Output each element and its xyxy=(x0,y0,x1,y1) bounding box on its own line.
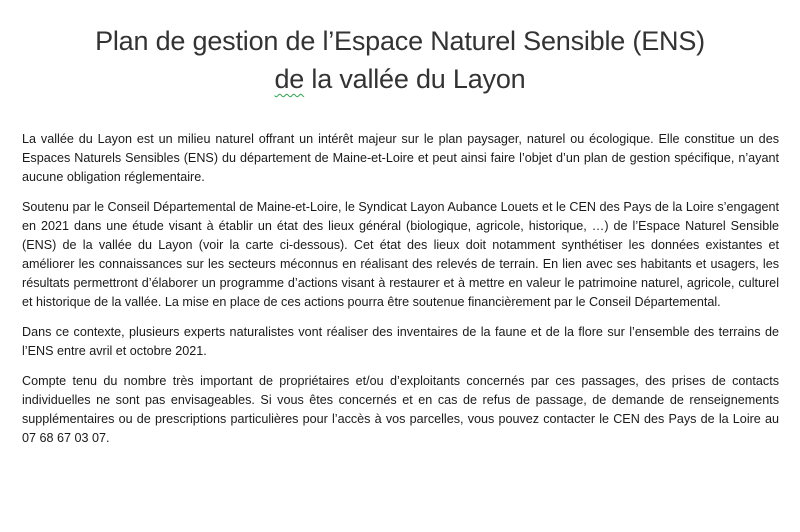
paragraph-inventories: Dans ce contexte, plusieurs experts naturalistes vont réaliser des inventaires de la faune et de la flore sur l’ensemble des terrains de l’ENS entre avril et octobre 2021. xyxy=(22,325,779,358)
title-line-2 xyxy=(0,60,800,98)
title-line-2-rest: la vallée du Layon xyxy=(304,64,526,94)
paragraph-intro: La vallée du Layon est un milieu naturel offrant un intérêt majeur sur le plan paysager, naturel ou écologique. Elle constitue un des Espaces Naturels Sensibles (ENS) du département de Maine-et-Loire et peut ainsi faire l’objet d’un plan de gestion spécifique, n’ayant aucune obligation réglementaire. xyxy=(22,132,779,184)
document-body xyxy=(22,130,779,458)
title-line-1: Plan de gestion de l’Espace Naturel Sensible (ENS) xyxy=(95,26,705,56)
spellcheck-flagged-word: de xyxy=(274,64,305,94)
paragraph-study: Soutenu par le Conseil Départemental de Maine-et-Loire, le Syndicat Layon Aubance Louets et le CEN des Pays de la Loire s’engagent en 2021 dans une étude visant à établir un état des lieux général (biologique, agricole, historique, …) de l’Espace Naturel Sensible (ENS) de la vallée du Layon (voir la carte ci-dessous). Cet état des lieux doit notamment synthétiser les données existantes et améliorer les connaissances sur les secteurs méconnus en réalisant des relevés de terrain. En lien avec ses habitants et usagers, les résultats permettront d’élaborer un programme d’actions visant à restaurer et à mettre en valeur le patrimoine naturel, agricole, culturel et historique de la vallée. La mise en place de ces actions pourra être soutenue financièrement par le Conseil Départemental. xyxy=(22,200,779,309)
paragraph-contact: Compte tenu du nombre très important de propriétaires et/ou d’exploitants concernés par ces passages, des prises de contacts individuelles ne sont pas envisageables. Si vous êtes concernés et en cas de refus de passage, de demande de renseignements supplémentaires ou de prescriptions particulières pour l’accès à vos parcelles, vous pouvez contacter le CEN des Pays de la Loire au 07 68 67 03 07. xyxy=(22,374,779,445)
